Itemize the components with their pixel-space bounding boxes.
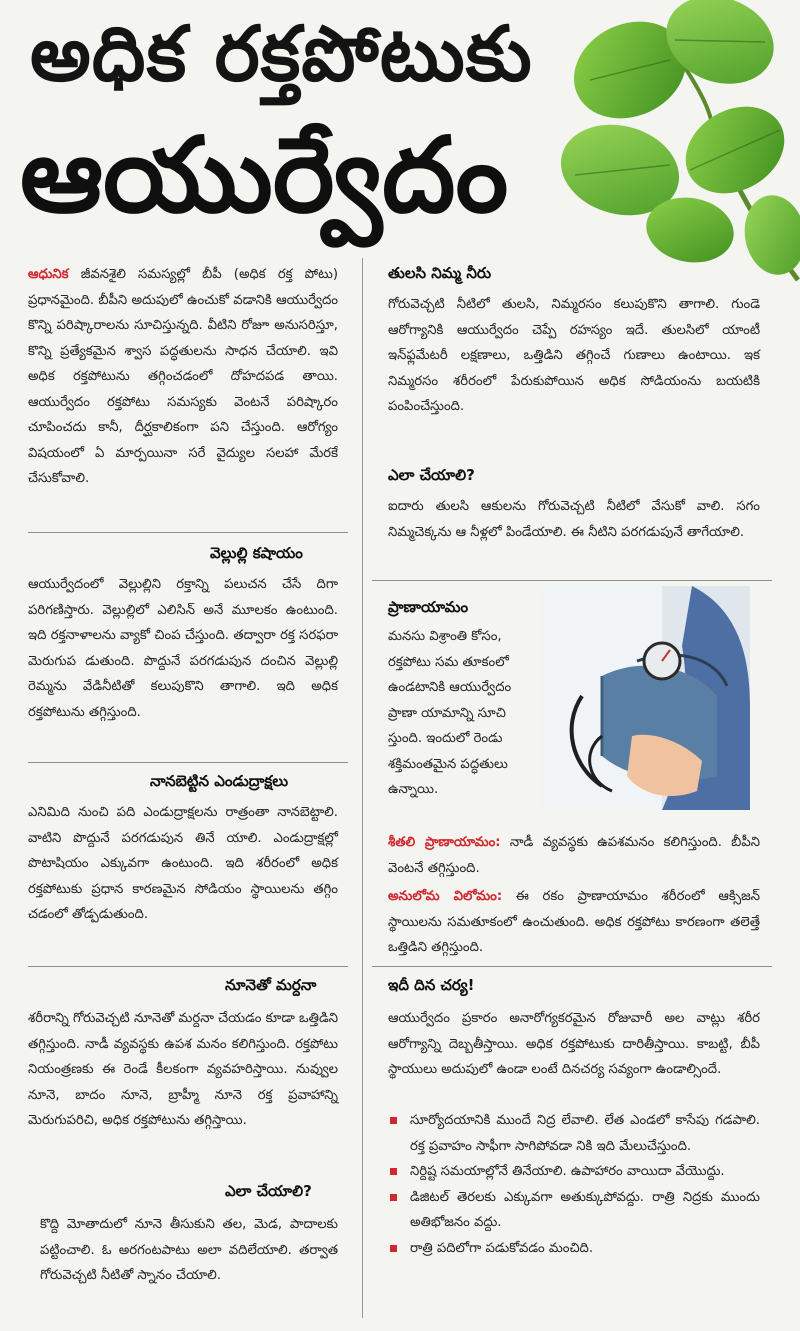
raisins-paragraph: ఎనిమిది నుంచి పది ఎండుద్రాక్షలను రాత్రంతా నానబెట్టాలి. వాటిని పొద్దునే పరగడుపున తినే యాలి. ఎండుద్రాక్షల్లో పొటాషియం ఎక్కువగా ఉంటుంది. ఇది శరీరంలో అధిక రక్తపోటుకు ప్రధాన కారణమైన సోడియం స్థాయిలను తగ్గిం చడంలో తోడ్పడుతుంది. (28, 805, 338, 922)
oil-massage-paragraph: శరీరాన్ని గోరువెచ్చటి నూనెతో మర్దనా చేయడం కూడా ఒత్తిడిని తగ్గిస్తుంది. నాడీ వ్యవస్థకు ఉపశ మనం కలిగిస్తుంది. రక్తపోటు నియంత్రణకు ఈ రెండే కీలకంగా వ్యవహరిస్తాయి. నువ్వుల నూనె, బాదం నూనె, బ్రాహ్మీ నూనె రక్త ప్రవాహాన్ని మెరుగుపరిచి, అధిక రక్తపోటును తగ్గిస్తాయి. (28, 1011, 338, 1128)
intro-lead-word: ఆధునిక (28, 267, 69, 282)
intro-paragraph (28, 262, 338, 492)
anulom-label: అనులోమ విలోమం: (388, 889, 503, 904)
section-divider (28, 966, 348, 967)
list-item: నిర్దిష్ట సమయాల్లోనే తినేయాలి. ఉపాహారం వాయిదా వేయొద్దు. (388, 1159, 760, 1185)
list-item: రాత్రి పదిలోగా పడుకోవడం మంచిది. (388, 1236, 760, 1262)
routine-list (388, 1108, 760, 1261)
routine-heading: ఇదీ దిన చర్య! (388, 976, 475, 994)
oil-how-heading: ఎలా చేయాలి? (225, 1182, 312, 1200)
blood-pressure-photo (542, 586, 750, 810)
sheetali-paragraph (388, 830, 760, 881)
routine-paragraph: ఆయుర్వేదం ప్రకారం అనారోగ్యకరమైన రోజువారీ అల వాట్లు శరీర ఆరోగ్యాన్ని దెబ్బతీస్తాయి. అధిక రక్తపోటుకు దారితీస్తాయి. కాబట్టి, బీపీ స్థాయులు అదుపులో ఉండా లంటే దినచర్య సవ్యంగా ఉండాల్సిందే. (388, 1011, 760, 1077)
tulsi-lemon-paragraph: గోరువెచ్చటి నీటిలో తులసి, నిమ్మరసం కలుపుకొని తాగాలి. గుండె ఆరోగ్యానికి ఆయుర్వేదం చెప్పే రహస్యం ఇదే. తులసిలో యాంటీ ఇన్‌ఫ్లమేటరీ లక్షణాలు, ఒత్తిడిని తగ్గించే గుణాలు ఉంటాయి. ఇక నిమ్మరసం శరీరంలో పేరుకుపోయిన అధిక సోడియంను బయటికి పంపించేస్తుంది. (388, 297, 760, 414)
section-divider (372, 966, 772, 967)
list-item: సూర్యోదయానికి ముందే నిద్ర లేవాలి. లేత ఎండలో కాసేపు గడపాలి. రక్త ప్రవాహం సాఫీగా సాగిపోవడా నికి ఇది మేలుచేస్తుంది. (388, 1108, 760, 1159)
pranayama-paragraph: మనసు విశ్రాంతి కోసం, రక్తపోటు సమ తూకంలో ఉండటానికి ఆయుర్వేదం ప్రాణా యామాన్ని సూచి స్తుంది. ఇందులో రెండు శక్తిమంతమైన పద్ధతులు ఉన్నాయి. (388, 629, 512, 797)
anulom-text: ఈ రకం ప్రాణాయామం శరీరంలో ఆక్సిజన్ స్థాయిలను సమతూకంలో ఉంచుతుంది. అధిక రక్తపోటు కారణంగా తలెత్తే ఒత్తిడిని తగ్గిస్తుంది. (388, 889, 760, 955)
sheetali-text: నాడీ వ్యవస్థకు ఉపశమనం కలిగిస్తుంది. బీపీని వెంటనే తగ్గిస్తుంది. (388, 835, 760, 876)
pranayama-heading: ప్రాణాయామం (388, 598, 469, 616)
column-divider (362, 258, 363, 1318)
oil-massage-heading: నూనెతో మర్దనా (225, 976, 317, 994)
tulsi-how-heading: ఎలా చేయాలి? (388, 466, 475, 484)
section-divider (372, 580, 772, 581)
garlic-paragraph: ఆయుర్వేదంలో వెల్లుల్లిని రక్తాన్ని పలుచన చేసే దిగా పరిగణిస్తారు. వెల్లుల్లిలో ఎలిసిన్ అనే మూలకం ఉంటుంది. ఇది రక్తనాళాలను వ్యాకో చింప చేస్తుంది. తద్వారా రక్త సరఫరా మెరుగుప డుతుంది. పొద్దునే పరగడుపున దంచిన వెల్లుల్లి రెమ్మను వేడినీటితో కలుపుకొని తాగాలి. ఇది అధిక రక్తపోటును తగ్గిస్తుంది. (28, 577, 338, 720)
list-item: డిజిటల్ తెరలకు ఎక్కువగా అతుక్కుపోవద్దు. రాత్రి నిద్రకు ముందు అతిభోజనం వద్దు. (388, 1185, 760, 1236)
headline-line-2: ఆయుర్వేదం (20, 114, 509, 236)
tulsi-lemon-heading: తులసి నిమ్మ నీరు (388, 264, 492, 282)
sheetali-label: శీతలి ప్రాణాయామం: (388, 835, 501, 850)
section-divider (28, 532, 348, 533)
anulom-paragraph (388, 884, 760, 961)
headline-line-1: అధిక రక్తపోటుకు (30, 9, 533, 98)
tulsi-how-paragraph: ఐదారు తులసి ఆకులను గోరువెచ్చటి నీటిలో వేసుకో వాలి. సగం నిమ్మచెక్కను ఆ నీళ్లలో పిండేయాలి. ఈ నీటిని పరగడుపునే తాగేయాలి. (388, 499, 760, 540)
tulsi-leaves-image (560, 0, 800, 285)
section-divider (28, 762, 348, 763)
intro-text: జీవనశైలి సమస్యల్లో బీపీ (అధిక రక్త పోటు) ప్రధానమైంది. బీపీని అదుపులో ఉంచుకో వడానికి ఆయుర్వేదం కొన్ని పరిష్కారాలను సూచిస్తున్నది. వీటిని రోజూ అనుసరిస్తూ, కొన్ని ప్రత్యేకమైన శ్వాస పద్ధతులను సాధన చేయాలి. ఇవి అధిక రక్తపోటును తగ్గించడంలో దోహదపడ తాయి. ఆయుర్వేదం రక్తపోటు సమస్యకు వెంటనే పరిష్కారం చూపించదు కానీ, దీర్ఘకాలికంగా పని చేస్తుంది. ఆరోగ్యం విషయంలో ఏ మార్పయినా సరే వైద్యుల సలహా మేరకే చేసుకోవాలి. (28, 267, 338, 486)
garlic-heading: వెల్లుల్లి కషాయం (210, 544, 303, 562)
oil-how-paragraph: కొద్ది మోతాదులో నూనె తీసుకుని తల, మెడ, పాదాలకు పట్టించాలి. ఓ అరగంటపాటు అలా వదిలేయాలి. తర్వాత గోరువెచ్చటి నీటితో స్నానం చేయాలి. (40, 1217, 338, 1283)
raisins-heading: నానబెట్టిన ఎండుద్రాక్షలు (150, 772, 289, 790)
